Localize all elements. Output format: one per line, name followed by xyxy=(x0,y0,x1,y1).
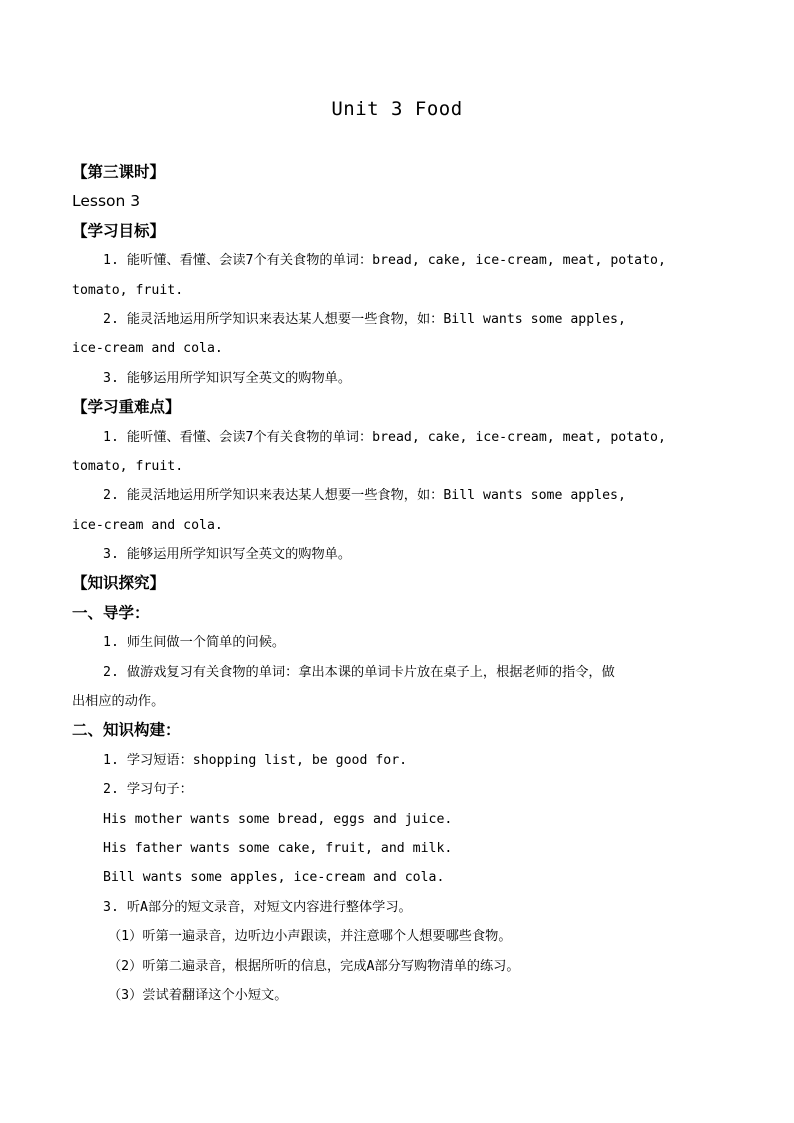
paragraph-line: 1. 师生间做一个简单的问候。 xyxy=(103,635,286,651)
sub-item-line: （1）听第一遍录音，边听边小声跟读，并注意哪个人想要哪些食物。 xyxy=(108,929,512,945)
paragraph-line: 2. 能灵活地运用所学知识来表达某人想要一些食物，如：Bill wants some apples, xyxy=(103,488,626,504)
continuation-line: ice-cream and cola. xyxy=(72,341,223,357)
paragraph-line: 3. 听A部分的短文录音，对短文内容进行整体学习。 xyxy=(103,899,412,915)
continuation-line: tomato, fruit. xyxy=(72,282,184,298)
paragraph-line: His father wants some cake, fruit, and milk. xyxy=(103,840,453,856)
continuation-line: tomato, fruit. xyxy=(72,458,184,474)
paragraph-line: 2. 做游戏复习有关食物的单词：拿出本课的单词卡片放在桌子上，根据老师的指令，做 xyxy=(103,664,615,680)
section-heading: 【学习重难点】 xyxy=(72,398,181,417)
lesson-label: Lesson 3 xyxy=(72,192,141,211)
section-heading: 【学习目标】 xyxy=(72,221,166,240)
paragraph-line: His mother wants some bread, eggs and juice. xyxy=(103,811,453,827)
paragraph-line: 1. 学习短语：shopping list, be good for. xyxy=(103,752,408,768)
paragraph-line: 3. 能够运用所学知识写全英文的购物单。 xyxy=(103,547,352,563)
paragraph-line: 3. 能够运用所学知识写全英文的购物单。 xyxy=(103,370,352,386)
paragraph-line: Bill wants some apples, ice-cream and cola. xyxy=(103,870,445,886)
sub-item-line: （2）听第二遍录音，根据所听的信息，完成A部分写购物清单的练习。 xyxy=(108,958,520,974)
document-body xyxy=(72,158,732,1010)
continuation-line: 出相应的动作。 xyxy=(72,694,165,710)
section-heading: 二、知识构建： xyxy=(72,721,181,740)
section-heading: 【知识探究】 xyxy=(72,574,166,593)
continuation-line: ice-cream and cola. xyxy=(72,517,223,533)
document-title: Unit 3 Food xyxy=(331,98,463,120)
section-heading: 【第三课时】 xyxy=(72,163,166,181)
paragraph-line: 2. 学习句子： xyxy=(103,782,193,798)
paragraph-line: 1. 能听懂、看懂、会读7个有关食物的单词：bread, cake, ice-cream, meat, potato, xyxy=(103,429,666,445)
sub-item-line: （3）尝试着翻译这个小短文。 xyxy=(108,987,288,1003)
section-heading: 一、导学： xyxy=(72,603,150,622)
paragraph-line: 2. 能灵活地运用所学知识来表达某人想要一些食物，如：Bill wants some apples, xyxy=(103,311,626,327)
paragraph-line: 1. 能听懂、看懂、会读7个有关食物的单词：bread, cake, ice-cream, meat, potato, xyxy=(103,253,666,269)
